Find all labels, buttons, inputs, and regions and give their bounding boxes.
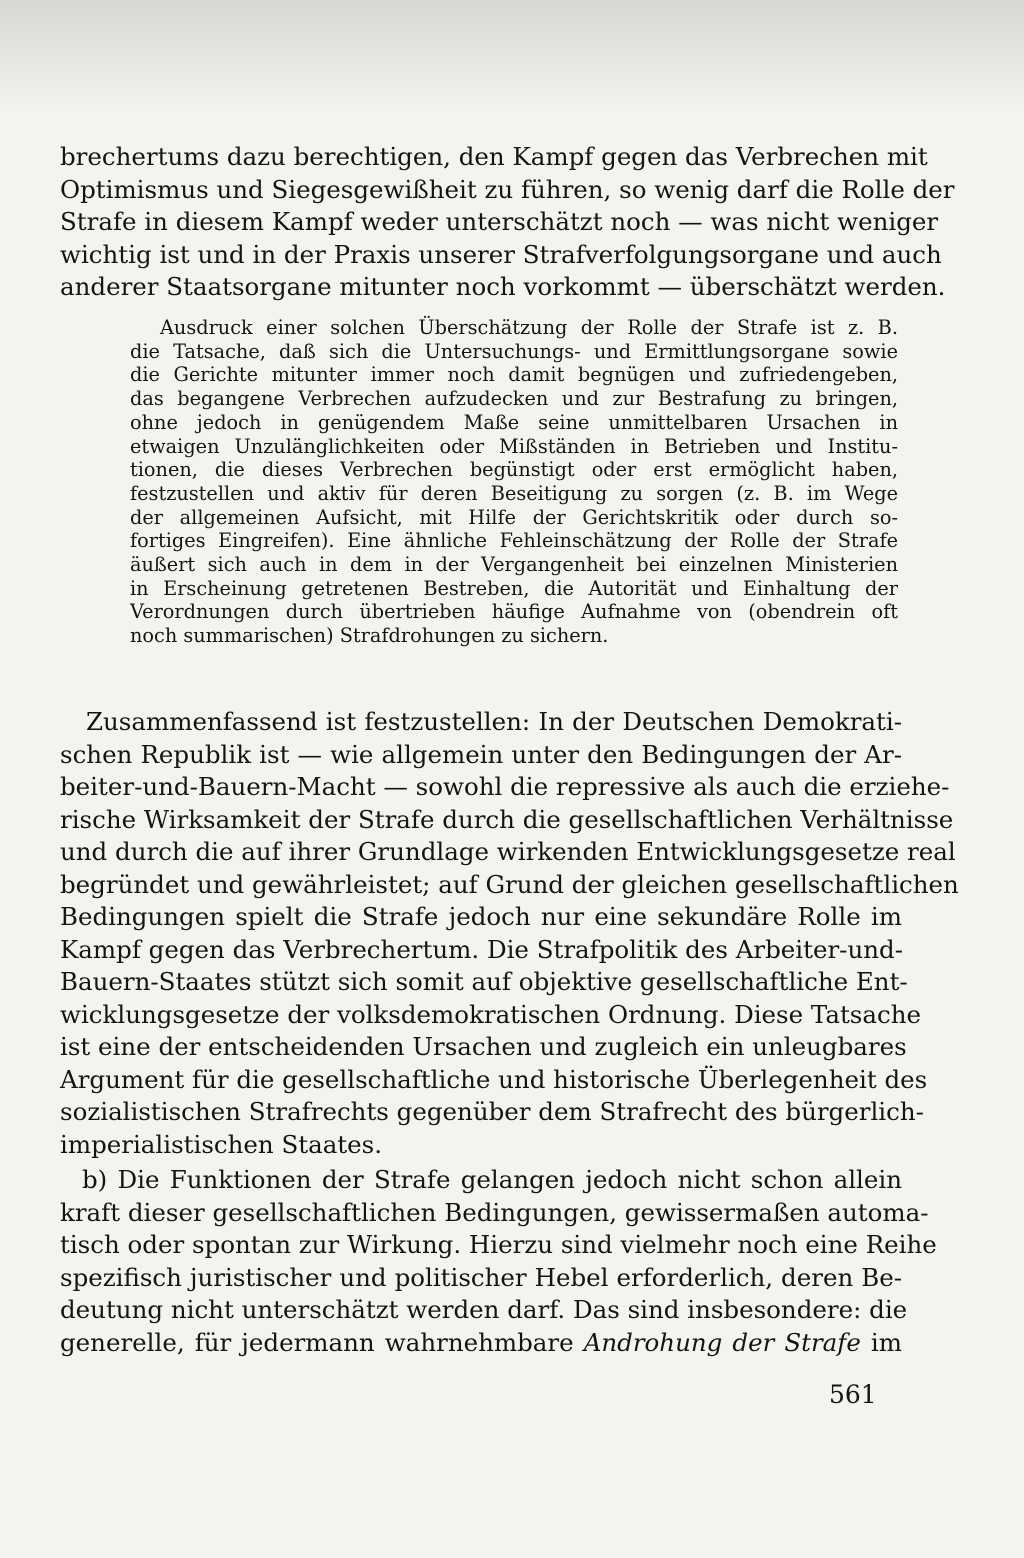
text-line: Bedingungen spielt die Strafe jedoch nur eine sekundäre Rolle im — [60, 902, 902, 931]
text-line: sozialistischen Strafrechts gegenüber dem Strafrecht des bürgerlich- — [60, 1097, 924, 1126]
text-line: schen Republik ist — wie allgemein unter den Bedingungen der Ar- — [60, 739, 902, 769]
text-line: Strafe in diesem Kampf weder unterschätzt noch — was nicht weniger — [60, 207, 939, 236]
text-line: spezifisch juristischer und politischer Hebel erforderlich, deren Be- — [60, 1262, 902, 1292]
text-line: Optimismus und Siegesgewißheit zu führen, so wenig darf die Rolle der — [60, 174, 955, 204]
indented-note — [130, 316, 898, 648]
note-line: äußert sich auch in dem in der Vergangenheit bei einzelnen Ministerien — [130, 553, 898, 577]
paragraph-1 — [60, 141, 955, 304]
text-line: wichtig ist und in der Praxis unserer Strafverfolgungsorgane und auch — [60, 239, 942, 269]
text-line: anderer Staatsorgane mitunter noch vorkommt — überschätzt werden. — [60, 272, 946, 301]
note-line: die Gerichte mitunter immer noch damit begnügen und zufriedengeben, — [130, 363, 898, 387]
text-line: Zusammenfassend ist festzustellen: In der Deutschen Demokrati- — [86, 707, 902, 736]
text-line: Argument für die gesellschaftliche und historische Überlegenheit des — [60, 1064, 928, 1094]
text-line: beiter-und-Bauern-Macht — sowohl die repressive als auch die erziehe- — [60, 772, 950, 801]
text-line: Kampf gegen das Verbrechertum. Die Strafpolitik des Arbeiter-und- — [60, 934, 903, 964]
note-line: etwaigen Unzulänglichkeiten oder Mißständen in Betrieben und Institu- — [130, 434, 898, 458]
text-line: tisch oder spontan zur Wirkung. Hierzu sind vielmehr noch eine Reihe — [60, 1230, 937, 1259]
note-line: tionen, die dieses Verbrechen begünstigt oder erst ermöglicht haben, — [130, 458, 898, 482]
note-line: fortiges Eingreifen). Eine ähnliche Fehleinschätzung der Rolle der Strafe — [130, 529, 898, 553]
text-line-with-italic — [60, 1327, 902, 1360]
note-line: das begangene Verbrechen aufzudecken und zur Bestrafung zu bringen, — [130, 387, 898, 411]
paragraph-3 — [60, 1164, 937, 1359]
note-line: die Tatsache, daß sich die Untersuchungs- und Ermittlungsorgane sowie — [130, 339, 898, 363]
text-segment: generelle, für jedermann wahrnehmbare — [60, 1327, 574, 1357]
text-line: kraft dieser gesellschaftlichen Bedingungen, gewissermaßen automa- — [60, 1197, 929, 1227]
note-line: Verordnungen durch übertrieben häufige Aufnahme von (obendrein oft — [130, 600, 898, 624]
note-line: ohne jedoch in genügendem Maße seine unmittelbaren Ursachen in — [130, 410, 898, 434]
text-segment: im — [870, 1327, 902, 1357]
text-line: b) Die Funktionen der Strafe gelangen jedoch nicht schon allein — [82, 1165, 902, 1194]
note-line: der allgemeinen Aufsicht, mit Hilfe der Gerichtskritik oder durch so- — [130, 505, 898, 529]
text-line: ist eine der entscheidenden Ursachen und zugleich ein unleugbares — [60, 1032, 907, 1061]
paragraph-2 — [60, 706, 959, 1161]
italic-phrase: Androhung der Strafe — [583, 1327, 861, 1357]
page-number: 561 — [829, 1380, 877, 1409]
note-line: Ausdruck einer solchen Überschätzung der Rolle der Strafe ist z. B. — [160, 316, 898, 339]
note-line: festzustellen und aktiv für deren Beseitigung zu sorgen (z. B. im Wege — [130, 481, 898, 505]
text-line: imperialistischen Staates. — [60, 1129, 383, 1159]
text-line: und durch die auf ihrer Grundlage wirkenden Entwicklungsgesetze real — [60, 837, 956, 866]
text-line: brechertums dazu berechtigen, den Kampf gegen das Verbrechen mit — [60, 142, 928, 171]
text-line: deutung nicht unterschätzt werden darf. Das sind insbesondere: die — [60, 1295, 908, 1324]
text-line: wicklungsgesetze der volksdemokratischen Ordnung. Diese Tatsache — [60, 999, 921, 1029]
note-line: noch summarischen) Strafdrohungen zu sichern. — [130, 624, 609, 648]
note-line: in Erscheinung getretenen Bestreben, die Autorität und Einhaltung der — [130, 576, 898, 600]
scan-top-edge — [0, 0, 1024, 110]
text-line: rische Wirksamkeit der Strafe durch die gesellschaftlichen Verhältnisse — [60, 804, 954, 834]
text-line: begründet und gewährleistet; auf Grund der gleichen gesellschaftlichen — [60, 869, 959, 899]
text-line: Bauern-Staates stützt sich somit auf objektive gesellschaftliche Ent- — [60, 967, 908, 996]
